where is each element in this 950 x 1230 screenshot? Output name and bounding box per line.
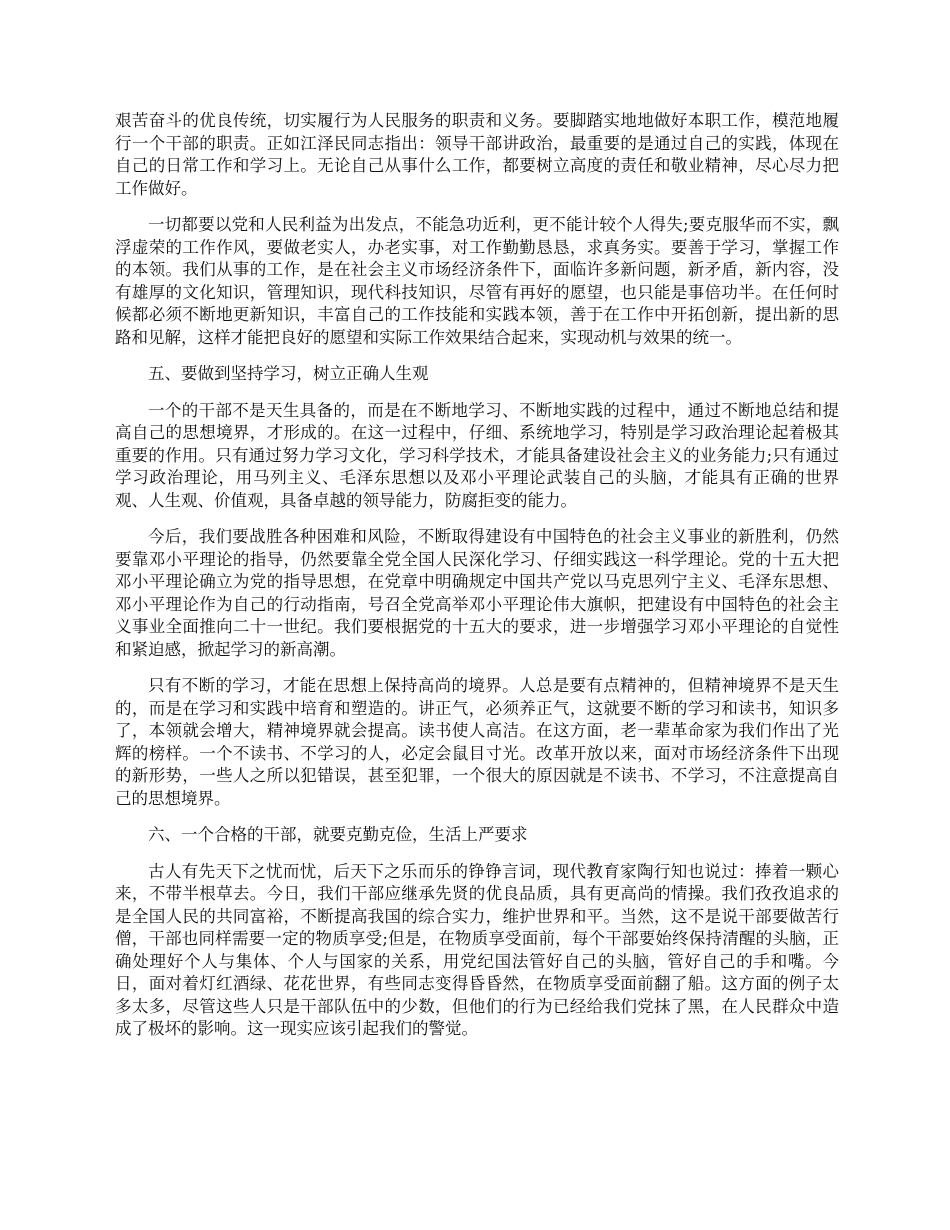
paragraph-1: 艰苦奋斗的优良传统，切实履行为人民服务的职责和义务。要脚踏实地地做好本职工作，模范地履行一个干部的职责。正如江泽民同志指出：领导干部讲政治，最重要的是通过自己的实践，体现在自己的日常工作和学习上。无论自己从事什么工作，都要树立高度的责任和敬业精神，尽心尽力把工作做好。 — [115, 111, 839, 198]
section-heading-6: 六、一个合格的干部，就要克勤克俭，生活上严要求 — [148, 825, 528, 844]
paragraph-3: 一个的干部不是天生具备的，而是在不断地学习、不断地实践的过程中，通过不断地总结和提高自己的思想境界，才形成的。在这一过程中，仔细、系统地学习，特别是学习政治理论起着极其重要的作用。只有通过努力学习文化，学习科学技术，才能具备建设社会主义的业务能力;只有通过学习政治理论，用马列主义、毛泽东思想以及邓小平理论武装自己的头脑，才能具有正确的世界观、人生观、价值观，具备卓越的领导能力，防腐拒变的能力。 — [115, 400, 839, 510]
paragraph-2: 一切都要以党和人民利益为出发点，不能急功近利，更不能计较个人得失;要克服华而不实，飘浮虚荣的工作作风，要做老实人，办老实事，对工作勤勤恳恳，求真务实。要善于学习，掌握工作的本领。我们从事的工作，是在社会主义市场经济条件下，面临许多新问题，新矛盾，新内容，没有雄厚的文化知识，管理知识，现代科技知识，尽管有再好的愿望，也只能是事倍功半。在任何时候都必须不断地更新知识，丰富自己的工作技能和实践本领，善于在工作中开拓创新，提出新的思路和见解，这样才能把良好的愿望和实际工作效果结合起来，实现动机与效果的统一。 — [115, 215, 839, 347]
section-heading-5: 五、要做到坚持学习，树立正确人生观 — [148, 364, 429, 383]
paragraph-6: 古人有先天下之忧而忧，后天下之乐而乐的铮铮言词，现代教育家陶行知也说过：捧着一颗心来，不带半根草去。今日，我们干部应继承先贤的优良品质，具有更高尚的情操。我们孜孜追求的是全国人民的共同富裕，不断提高我国的综合实力，维护世界和平。当然，这不是说干部要做苦行僧，干部也同样需要一定的物质享受;但是，在物质享受面前，每个干部要始终保持清醒的头脑，正确处理好个人与集体、个人与国家的关系，用党纪国法管好自己的头脑，管好自己的手和嘴。今日，面对着灯红酒绿、花花世界，有些同志变得昏昏然，在物质享受面前翻了船。这方面的例子太多太多，尽管这些人只是干部队伍中的少数，但他们的行为已经给我们党抹了黑，在人民群众中造成了极坏的影响。这一现实应该引起我们的警觉。 — [115, 861, 839, 1038]
paragraph-4: 今后，我们要战胜各种困难和风险，不断取得建设有中国特色的社会主义事业的新胜利，仍然要靠邓小平理论的指导，仍然要靠全党全国人民深化学习、仔细实践这一科学理论。党的十五大把邓小平理论确立为党的指导思想，在党章中明确规定中国共产党以马克思列宁主义、毛泽东思想、邓小平理论作为自己的行动指南，号召全党高举邓小平理论伟大旗帜，把建设有中国特色的社会主义事业全面推向二十一世纪。我们要根据党的十五大的要求，进一步增强学习邓小平理论的自觉性和紧迫感，掀起学习的新高潮。 — [115, 527, 839, 659]
document-page — [115, 110, 839, 1055]
paragraph-5: 只有不断的学习，才能在思想上保持高尚的境界。人总是要有点精神的，但精神境界不是天生的，而是在学习和实践中培育和塑造的。讲正气，必须养正气，这就要不断的学习和读书，知识多了，本领就会增大，精神境界就会提高。读书使人高洁。在这方面，老一辈革命家为我们作出了光辉的榜样。一个不读书、不学习的人，必定会鼠目寸光。改革开放以来，面对市场经济条件下出现的新形势，一些人之所以犯错误，甚至犯罪，一个很大的原因就是不读书、不学习，不注意提高自己的思想境界。 — [115, 676, 839, 808]
